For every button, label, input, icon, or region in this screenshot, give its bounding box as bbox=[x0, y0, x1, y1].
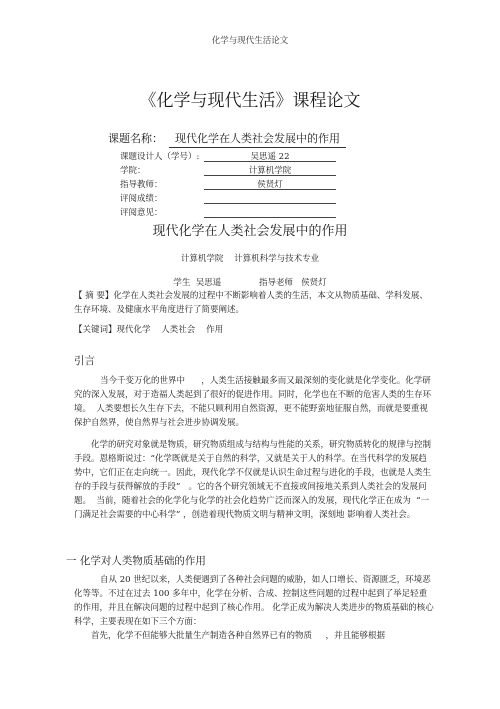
field-value: 计算机学院 bbox=[248, 166, 292, 176]
keywords: 【关键词】现代化学 人类社会 作用 bbox=[74, 325, 224, 335]
paper-title: 现代化学在人类社会发展中的作用 bbox=[152, 224, 348, 239]
field-comments bbox=[120, 206, 204, 218]
intro-paragraph-2 bbox=[74, 438, 434, 522]
section-1-paragraph-1 bbox=[74, 573, 434, 629]
field-grade bbox=[120, 192, 204, 204]
section-1-paragraph-1-text: 自从 20 世纪以来，人类便遇到了各种社会问题的威胁，如人口增长、资源匮乏，环境恶化等等。不过在过去 100 多年中，化学在分析、合成、控制这些问题的过程中起到了举足轻重的作用，并且在解决问题的过程中起到了核心作用。 化学正成为解决人类进步的物质基础的核心科学，主要表现在如下三个方面： bbox=[74, 575, 434, 627]
section-1-heading: 一 化学对人类物质基础的作用 bbox=[66, 555, 206, 567]
field-college bbox=[120, 164, 292, 176]
intro-heading: 引言 bbox=[74, 355, 95, 367]
abstract-text: 【 摘 要】化学在人类社会发展的过程中不断影响着人类的生活，本文从物质基础、学科发展、生存环境、及健康水平角度进行了简要阐述。 bbox=[74, 291, 428, 315]
page-header: 化学与现代生活论文 bbox=[211, 36, 289, 46]
field-value: 侯贤灯 bbox=[257, 180, 283, 190]
field-underline bbox=[204, 203, 336, 204]
field-value: 吴思遥 22 bbox=[250, 152, 290, 162]
intro-paragraph-2-text: 化学的研究对象就是物质，研究物质组成与结构与性能的关系，研究物质转化的规律与控制手段。恩格斯说过：“化学既就是关于自然的科学，又就是关于人的科学。在当代科学的发展趋势中，它们正在走向统一。因此，现代化学不仅就是认识生命过程与进化的手段，也就是人类生存的手段与获得解放的手段” 。它的各个研究领域无不直接或间接地关系到人类社会的发展问题。 当前，随着社会的化学化与化学的社会化趋势广泛而深入的发展，现代化学正在成为 “一门满足社会需要的中心科学” ，创造着现代物质文明与精神文明，深刻地 影响着人类社会。 bbox=[74, 440, 432, 520]
course-name-label: 课题名称： bbox=[108, 132, 163, 145]
paper-authors: 学生 吴思遥 指导老师 侯贤灯 bbox=[173, 278, 327, 288]
intro-paragraph-1-text: 当今千变万化的世界中 ，人类生活接触最多而又最深刻的变化就是化学变化。化学研究的深入发展，对于造福人类起到了很好的促进作用。同时，化学也在不断的危害人类的生存环境。 人类要想长久生存下去，不能只顾利用自然资源，更不能野蛮地征服自然，而就是要重视保护自然界，使自然界与社会进步协调发展。 bbox=[74, 376, 432, 428]
field-underline bbox=[204, 175, 336, 176]
field-label: 课题设计人（学号）: bbox=[120, 152, 200, 162]
intro-paragraph-1 bbox=[74, 374, 434, 430]
abstract bbox=[74, 289, 434, 317]
field-underline bbox=[204, 189, 336, 190]
field-label: 评阅成绩： bbox=[120, 194, 163, 204]
field-underline bbox=[204, 217, 336, 218]
course-name-value: 现代化学在人类社会发展中的作用 bbox=[169, 130, 346, 148]
paper-department: 计算机学院 计算机科学与技术专业 bbox=[180, 254, 320, 264]
field-label: 指导教师： bbox=[120, 180, 163, 190]
field-advisor bbox=[120, 178, 283, 190]
section-1-paragraph-2-text: 首先，化学不但能够大批量生产制造各种自然界已有的物质 ，并且能够根据 bbox=[91, 631, 386, 641]
section-1-paragraph-2 bbox=[74, 629, 434, 643]
field-underline bbox=[204, 161, 336, 162]
field-designer bbox=[120, 150, 290, 162]
field-label: 评阅意见： bbox=[120, 208, 163, 218]
field-label: 学院： bbox=[120, 166, 146, 176]
document-title: 《化学与现代生活》课程论文 bbox=[139, 91, 361, 111]
course-name-row bbox=[108, 130, 346, 148]
